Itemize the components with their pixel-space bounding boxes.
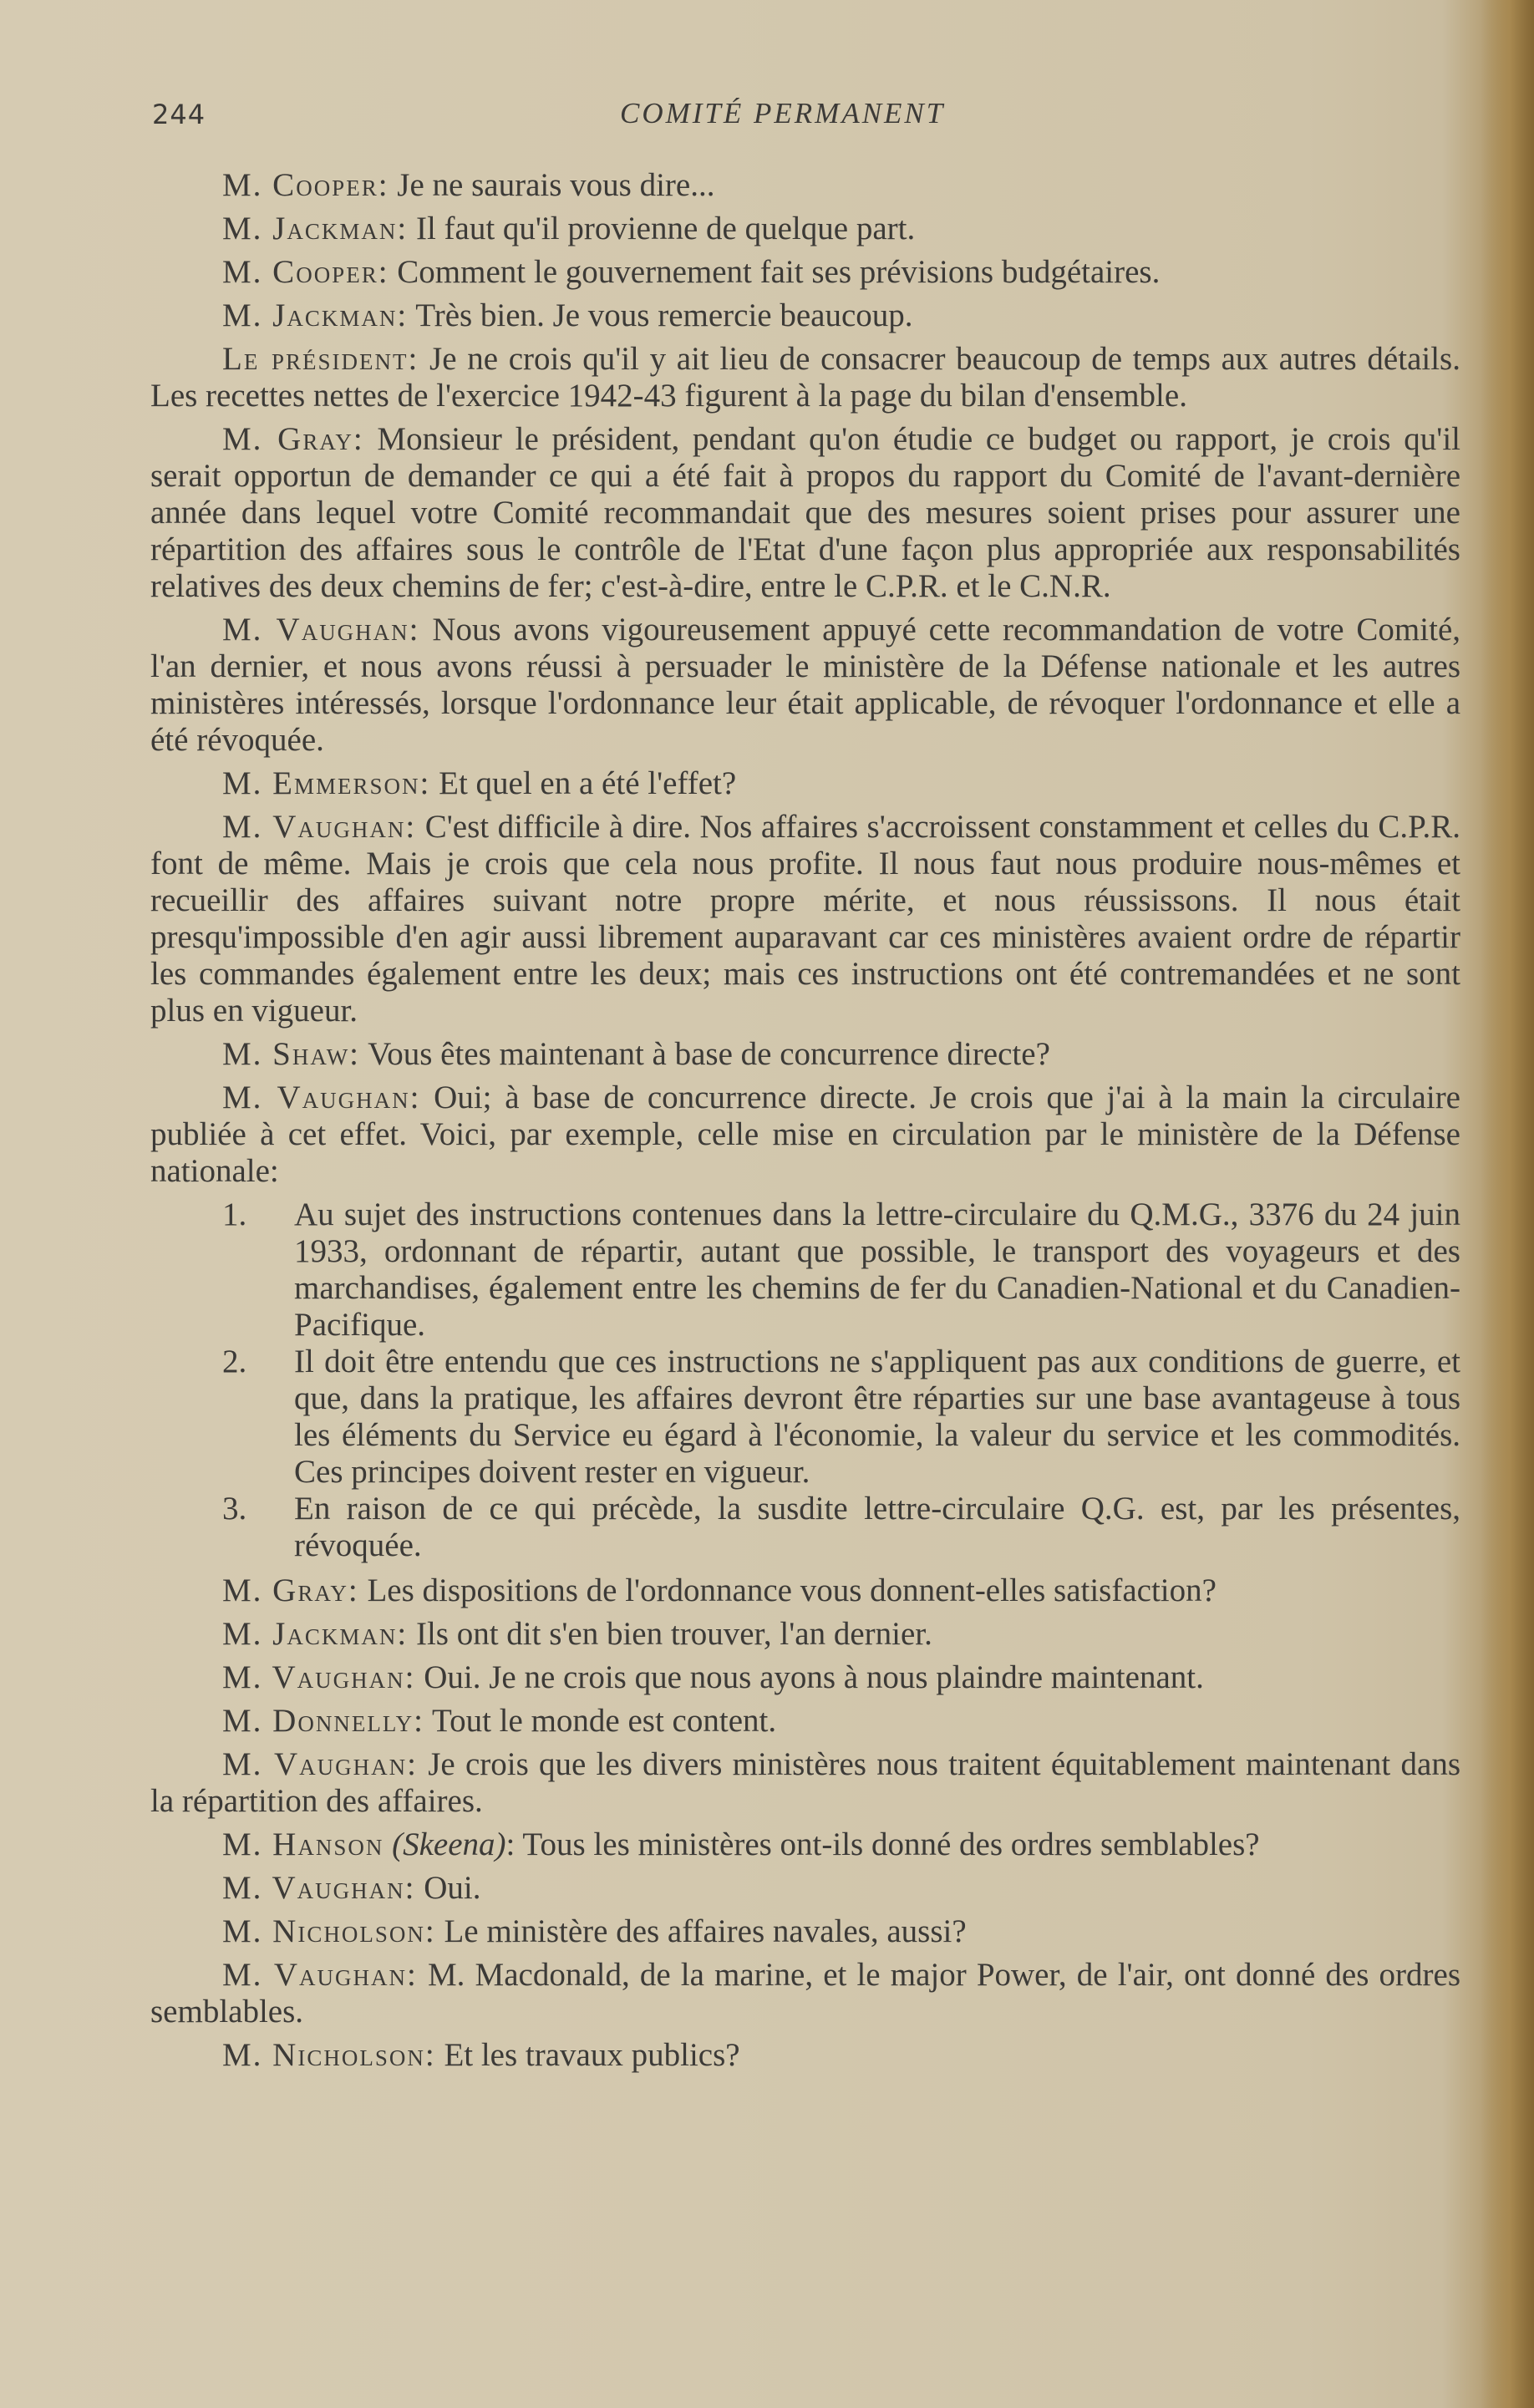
- paragraph: [150, 1080, 1460, 1190]
- speaker-name: M. Cooper:: [222, 167, 389, 203]
- paragraph: [150, 1703, 1460, 1740]
- page-binding-edge: [1481, 0, 1534, 2408]
- list-item: [150, 1196, 1460, 1344]
- paragraph-text: Le ministère des affaires navales, aussi?: [435, 1913, 967, 1949]
- paragraph-text: Je ne crois qu'il y ait lieu de consacrer beaucoup de temps aux autres détails. Les recettes nettes de l'exercice 1942-43 figurent à la page du bilan d'ensemble.: [150, 341, 1460, 414]
- speaker-name: M. Gray:: [222, 1572, 359, 1608]
- page-number: 244: [152, 99, 206, 130]
- paragraph-text: Vous êtes maintenant à base de concurrence directe?: [360, 1036, 1050, 1072]
- list-item-text: Au sujet des instructions contenues dans la lettre-circulaire du Q.M.G., 3376 du 24 juin 1933, ordonnant de répartir, autant que possible, le transport des voyageurs et des marchandises, également entre les chemins de fer du Canadien-National et du Canadien-Pacifique.: [294, 1196, 1460, 1343]
- paragraph: [150, 1616, 1460, 1653]
- paragraph-text: Comment le gouvernement fait ses prévisions budgétaires.: [389, 254, 1161, 290]
- speaker-name: M. Jackman:: [222, 1616, 409, 1652]
- paragraph-text: Très bien. Je vous remercie beaucoup.: [408, 297, 913, 333]
- list-item: [150, 1491, 1460, 1564]
- paragraph: [150, 254, 1460, 291]
- list-item-number: 2.: [222, 1344, 247, 1379]
- speaker-name: M. Jackman:: [222, 211, 409, 246]
- list-item-text: Il doit être entendu que ces instructions ne s'appliquent pas aux conditions de guerre, et que, dans la pratique, les affaires devront être réparties sur une base avantageuse à tous les éléments du Service eu égard à l'économie, la valeur du service et les commodités. Ces principes doivent rester en vigueur.: [294, 1344, 1460, 1490]
- list-item-text: En raison de ce qui précède, la susdite lettre-circulaire Q.G. est, par les présentes, révoquée.: [294, 1491, 1460, 1563]
- paragraph: [150, 1826, 1460, 1863]
- running-title: COMITÉ PERMANENT: [620, 97, 946, 130]
- paragraph: [150, 612, 1460, 759]
- paragraph-text: Je crois que les divers ministères nous traitent équitablement maintenant dans la répartition des affaires.: [150, 1746, 1460, 1819]
- paragraph-text: Je ne saurais vous dire...: [389, 167, 715, 203]
- speaker-colon: :: [505, 1826, 516, 1862]
- paragraph: [150, 297, 1460, 334]
- speaker-name: M. Cooper:: [222, 254, 389, 290]
- paragraph: [150, 341, 1460, 414]
- paragraph-text: Oui.: [415, 1870, 481, 1906]
- list-item: [150, 1344, 1460, 1491]
- speaker-name: M. Vaughan:: [222, 1080, 421, 1115]
- speaker-name: M. Vaughan:: [222, 612, 420, 648]
- paragraph: [150, 809, 1460, 1029]
- paragraph: [150, 421, 1460, 605]
- paragraph-text: Oui. Je ne crois que nous ayons à nous plaindre maintenant.: [415, 1659, 1204, 1695]
- speaker-name: M. Vaughan:: [222, 1957, 418, 1993]
- speaker-name: M. Vaughan:: [222, 809, 417, 845]
- paragraph-text: Nous avons vigoureusement appuyé cette recommandation de votre Comité, l'an dernier, et nous avons réussi à persuader le ministère de la Défense nationale et les autres ministères intéressés, lorsque l'ordonnance leur était applicable, de révoquer l'ordonnance et elle a été révoquée.: [150, 612, 1461, 758]
- page-header: [152, 94, 1455, 144]
- speaker-name: M. Emmerson:: [222, 765, 431, 801]
- paragraph-text: Tous les ministères ont-ils donné des ordres semblables?: [515, 1826, 1260, 1862]
- speaker-name: M. Hanson: [222, 1826, 384, 1862]
- list-item-number: 1.: [222, 1196, 247, 1232]
- speaker-name: M. Jackman:: [222, 297, 409, 333]
- paragraph-text: Oui; à base de concurrence directe. Je crois que j'ai à la main la circulaire publiée à cet effet. Voici, par exemple, celle mise en circulation par le ministère de la Défense nationale:: [150, 1080, 1460, 1189]
- paragraph-text: M. Macdonald, de la marine, et le major Power, de l'air, ont donné des ordres semblables.: [150, 1957, 1460, 2030]
- paragraph: [150, 167, 1460, 204]
- speaker-name: M. Vaughan:: [222, 1659, 416, 1695]
- paragraph: [150, 1659, 1460, 1696]
- paragraph-text: Tout le monde est content.: [424, 1703, 777, 1739]
- paragraph: [150, 211, 1460, 247]
- paragraph: [150, 1957, 1460, 2030]
- paragraph-text: Et les travaux publics?: [435, 2037, 740, 2073]
- paragraph-text: Ils ont dit s'en bien trouver, l'an dernier.: [408, 1616, 932, 1652]
- paragraph: [150, 2037, 1460, 2074]
- paragraph: [150, 1913, 1460, 1950]
- paragraph: [150, 1870, 1460, 1907]
- page-body: [150, 167, 1460, 2080]
- speaker-name: Le président:: [222, 341, 419, 377]
- speaker-name: M. Vaughan:: [222, 1870, 416, 1906]
- paragraph: [150, 1572, 1460, 1609]
- speaker-name: M. Shaw:: [222, 1036, 361, 1072]
- speaker-name: M. Gray:: [222, 421, 364, 457]
- list-item-number: 3.: [222, 1491, 247, 1527]
- speaker-name: M. Vaughan:: [222, 1746, 418, 1782]
- paragraph-text: Les dispositions de l'ordonnance vous donnent-elles satisfaction?: [358, 1572, 1217, 1608]
- speaker-name: M. Donnelly:: [222, 1703, 424, 1739]
- paragraph: [150, 1746, 1460, 1820]
- speaker-riding: (Skeena): [392, 1826, 506, 1862]
- speaker-name: M. Nicholson:: [222, 1913, 436, 1949]
- paragraph-text: Il faut qu'il provienne de quelque part.: [408, 211, 916, 246]
- circular-list: [150, 1196, 1460, 1564]
- paragraph-text: Monsieur le président, pendant qu'on étudie ce budget ou rapport, je crois qu'il serait opportun de demander ce qui a été fait à propos du rapport du Comité de l'avant-dernière année dans lequel votre Comité recommandait que des mesures soient prises pour assurer une répartition des affaires sous le contrôle de l'Etat d'une façon plus appropriée aux responsabilités relatives des deux chemins de fer; c'est-à-dire, entre le C.P.R. et le C.N.R.: [150, 421, 1460, 604]
- paragraph-text: Et quel en a été l'effet?: [430, 765, 737, 801]
- speaker-name: M. Nicholson:: [222, 2037, 436, 2073]
- paragraph: [150, 1036, 1460, 1073]
- paragraph: [150, 765, 1460, 802]
- paragraph-text: C'est difficile à dire. Nos affaires s'accroissent constamment et celles du C.P.R. font de même. Mais je crois que cela nous profite. Il nous faut nous produire nous-mêmes et recueillir des affaires suivant notre propre mérite, et nous réussissons. Il nous était presqu'impossible d'en agir aussi librement auparavant car ces ministères avaient ordre de répartir les commandes également entre les deux; mais ces instructions ont été contremandées et ne sont plus en vigueur.: [150, 809, 1460, 1029]
